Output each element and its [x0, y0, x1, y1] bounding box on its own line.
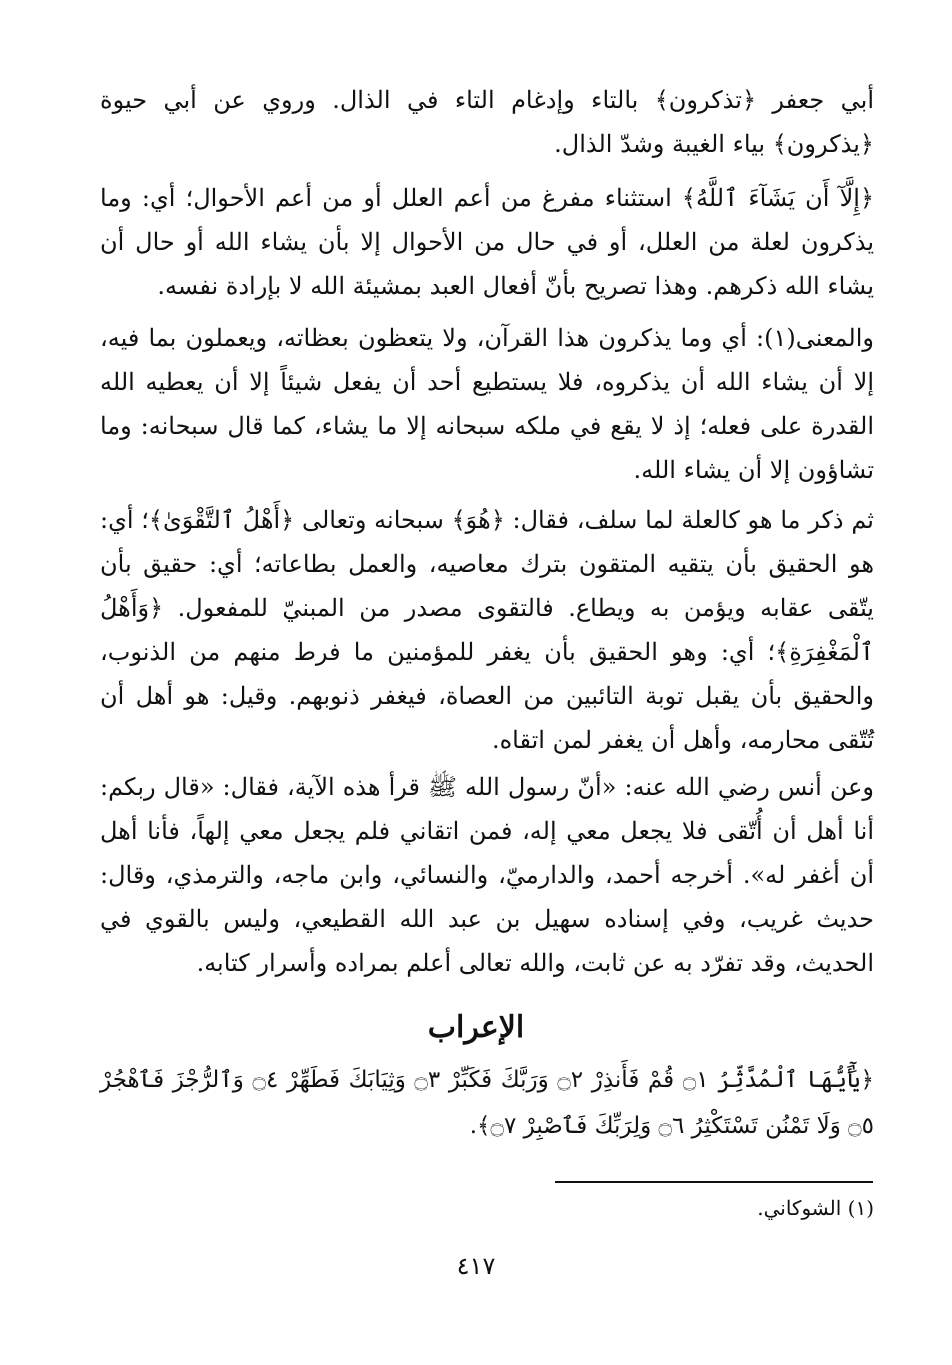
footnote-divider [555, 1181, 873, 1183]
section-heading: الإعراب [427, 1010, 525, 1045]
paragraph-meaning [100, 316, 874, 492]
page-number: ٤١٧ [456, 1252, 496, 1280]
paragraph-piety [100, 498, 874, 762]
irab-verses: ﴿يَٰٓأَيُّهَا ٱلْمُدَّثِّرُ ۝١ قُمْ فَأَنذِرْ ۝٢ وَرَبَّكَ فَكَبِّرْ ۝٣ وَثِيَابَكَ فَطَهِّرْ ۝٤ وَٱلرُّجْزَ فَٱهْجُرْ ۝٥ وَلَا تَمْنُن تَسْتَكْثِرُ ۝٦ وَلِرَبِّكَ فَٱصْبِرْ ۝٧﴾. [100, 1067, 874, 1139]
paragraph-text: والمعنى(١): أي وما يذكرون هذا القرآن، ولا يتعظون بعظاته، ويعملون بما فيه، إلا أن يشاء الله أن يذكروه، فلا يستطيع أحد أن يفعل شيئاً إلا أن يعطيه الله القدرة على فعله؛ إذ لا يقع في ملكه سبحانه إلا ما يشاء، كما قال سبحانه: وما تشاؤون إلا أن يشاء الله. [100, 324, 874, 484]
paragraph-text: أبي جعفر ﴿تذكرون﴾ بالتاء وإدغام التاء في الذال. وروي عن أبي حيوة ﴿يذكرون﴾ بياء الغيبة وشدّ الذال. [100, 86, 874, 158]
footnote: (١) الشوكاني. [757, 1196, 874, 1220]
paragraph-exception [100, 176, 874, 308]
paragraph-hadith [100, 765, 874, 985]
paragraph-text: ثم ذكر ما هو كالعلة لما سلف، فقال: ﴿هُوَ﴾ سبحانه وتعالى ﴿أَهْلُ ٱلتَّقْوَىٰ﴾؛ أي: هو الحقيق بأن يتقيه المتقون بترك معاصيه، والعمل بطاعاته؛ أي: حقيق بأن يتّقى عقابه ويؤمن به ويطاع. فالتقوى مصدر من المبنيّ للمفعول. ﴿وَأَهْلُ ٱلْمَغْفِرَةِ﴾؛ أي: وهو الحقيق بأن يغفر للمؤمنين ما فرط منهم من الذنوب، والحقيق بأن يقبل توبة التائبين من العصاة، فيغفر ذنوبهم. وقيل: هو أهل أن تُتّقى محارمه، وأهل أن يغفر لمن اتقاه. [100, 506, 874, 754]
paragraph-text: وعن أنس رضي الله عنه: «أنّ رسول الله ﷺ قرأ هذه الآية، فقال: «قال ربكم: أنا أهل أن أُتّقى فلا يجعل معي إله، فمن اتقاني فلم يجعل معي إلهاً، فأنا أهل أن أغفر له». أخرجه أحمد، والدارميّ، والنسائي، وابن ماجه، والترمذي، وقال: حديث غريب، وفي إسناده سهيل بن عبد الله القطيعي، وليس بالقوي في الحديث، وقد تفرّد به عن ثابت، والله تعالى أعلم بمراده وأسرار كتابه. [100, 773, 874, 977]
paragraph-reading-variants [100, 78, 874, 166]
paragraph-text: ﴿إِلَّآ أَن يَشَآءَ ٱللَّهُ﴾ استثناء مفرغ من أعم العلل أو من أعم الأحوال؛ أي: وما يذكرون لعلة من العلل، أو في حال من الأحوال إلا بأن يشاء الله أو حال أن يشاء الله ذكرهم. وهذا تصريح بأنّ أفعال العبد بمشيئة الله لا بإرادة نفسه. [100, 184, 875, 300]
